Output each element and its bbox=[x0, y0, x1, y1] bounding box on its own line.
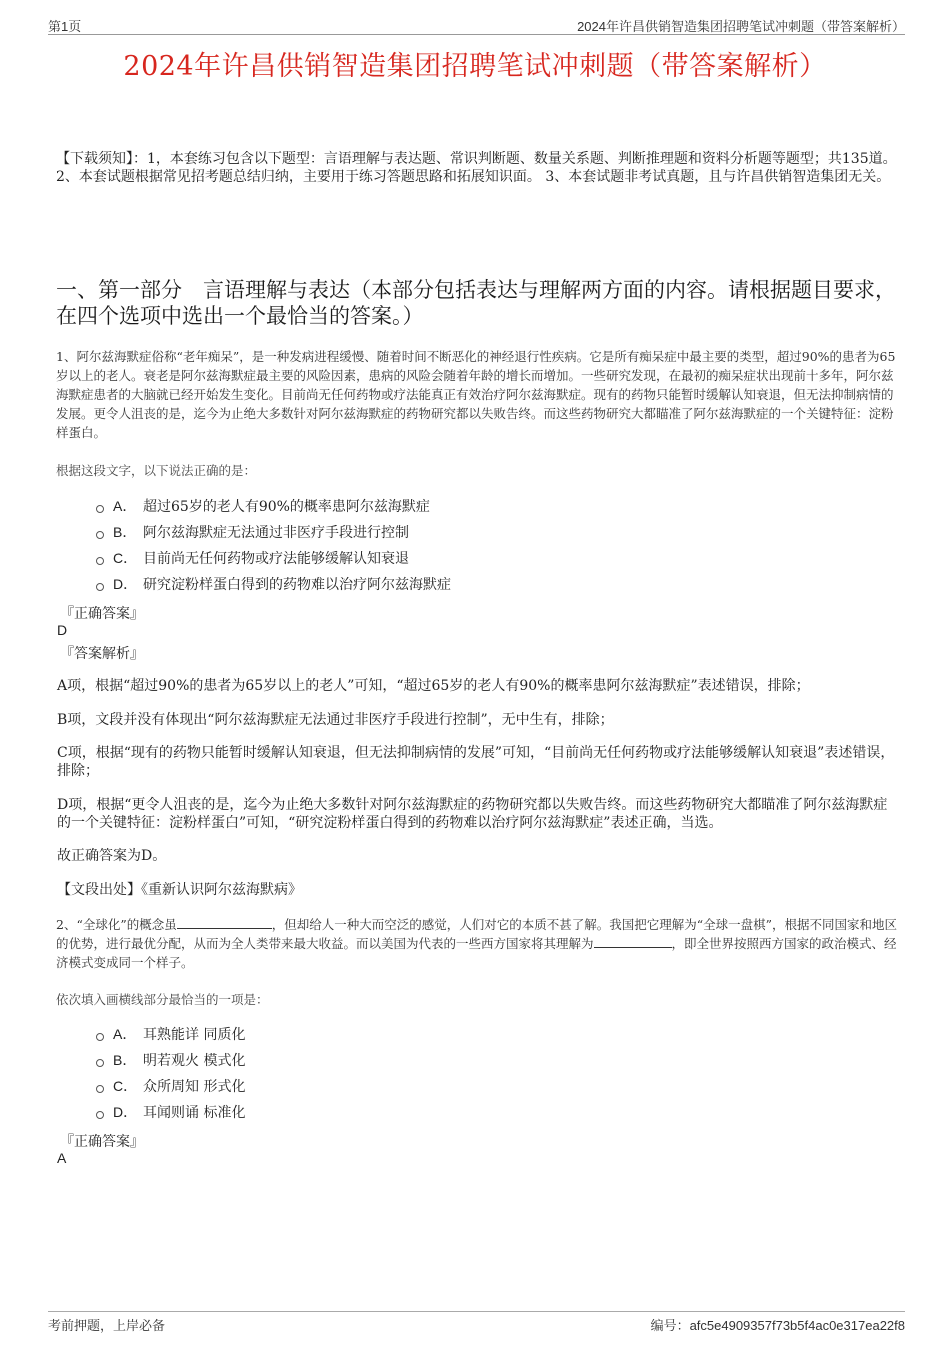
page-title: 2024年许昌供销智造集团招聘笔试冲刺题（带答案解析） bbox=[123, 51, 827, 82]
fill-blank-2[interactable] bbox=[594, 935, 672, 948]
question-1-options bbox=[96, 493, 796, 597]
radio-icon[interactable] bbox=[96, 557, 104, 565]
radio-icon[interactable] bbox=[96, 583, 104, 591]
analysis-item-d: D项，根据“更令人沮丧的是，迄今为止绝大多数针对阿尔兹海默症的药物研究都以失败告终。而这些药物研究大都瞄准了阿尔兹海默症的一个关键特征：淀粉样蛋白”可知，“研究淀粉样蛋白得到的药物难以治疗阿尔兹海默症”表述正确，当选。 bbox=[57, 797, 888, 831]
analysis-item-b: B项，文段并没有体现出“阿尔兹海默症无法通过非医疗手段进行控制”，无中生有，排除； bbox=[57, 712, 614, 728]
radio-icon[interactable] bbox=[96, 531, 104, 539]
radio-icon[interactable] bbox=[96, 1085, 104, 1093]
footer-slogan: 考前押题，上岸必备 bbox=[48, 1319, 166, 1334]
question-1-source: 【文段出处】《重新认识阿尔兹海默病》 bbox=[57, 882, 302, 898]
question-1-text: 1、阿尔兹海默症俗称“老年痴呆”，是一种发病进程缓慢、随着时间不断恶化的神经退行性疾病。它是所有痴呆症中最主要的类型，超过90%的患者为65岁以上的老人。衰老是阿尔兹海默症最主要的风险因素，患病的风险会随着年龄的增长而增加。一些研究发现，在最初的痴呆症状出现前十多年，阿尔兹海默症患者的大脑就已经开始发生变化。目前尚无任何药物或疗法能真正有效治疗阿尔兹海默症。现有的药物只能暂时缓解认知衰退，但无法抑制病情的发展。更令人沮丧的是，迄今为止绝大多数针对阿尔兹海默症的药物研究都以失败告终。而这些药物研究大都瞄准了阿尔兹海默症的一个关键特征：淀粉样蛋白。 bbox=[56, 349, 896, 440]
page-header bbox=[48, 16, 905, 35]
question-2-answer-label: 『正确答案』 bbox=[60, 1134, 144, 1150]
page-number: 第1页 bbox=[48, 19, 82, 34]
question-1-option-d[interactable]: D． 研究淀粉样蛋白得到的药物难以治疗阿尔兹海默症 bbox=[96, 571, 796, 597]
analysis-item-a: A项，根据“超过90%的患者为65岁以上的老人”可知，“超过65岁的老人有90%的概率患阿尔兹海默症”表述错误，排除； bbox=[57, 678, 810, 694]
question-2-option-b[interactable]: B． 明若观火 模式化 bbox=[96, 1047, 796, 1073]
section-title: 一、第一部分 言语理解与表达（本部分包括表达与理解两方面的内容。请根据题目要求，在四个选项中选出一个最恰当的答案。） bbox=[56, 278, 896, 328]
question-1-option-c[interactable]: C． 目前尚无任何药物或疗法能够缓解认知衰退 bbox=[96, 545, 796, 571]
analysis-conclusion: 故正确答案为D。 bbox=[57, 848, 167, 864]
question-1-answer-label: 『正确答案』 bbox=[60, 606, 144, 622]
download-notice: 【下载须知】：1，本套练习包含以下题型：言语理解与表达题、常识判断题、数量关系题、判断推理题和资料分析题等题型；共135道。 2、本套试题根据常见招考题总结归纳，主要用于练习答题思路和拓展知识面。 3、本套试题非考试真题，且与许昌供销智造集团无关。 bbox=[56, 151, 897, 185]
footer-doc-id: 编号：afc5e4909357f73b5f4ac0e317ea22f8 bbox=[650, 1318, 905, 1333]
question-2-option-c[interactable]: C． 众所周知 形式化 bbox=[96, 1073, 796, 1099]
question-2-prompt: 依次填入画横线部分最恰当的一项是： bbox=[56, 992, 269, 1007]
question-1-answer: D bbox=[57, 622, 68, 638]
question-2-option-d[interactable]: D． 耳闻则诵 标准化 bbox=[96, 1099, 796, 1125]
question-1-option-a[interactable]: A． 超过65岁的老人有90%的概率患阿尔兹海默症 bbox=[96, 493, 796, 519]
page-footer bbox=[48, 1311, 905, 1332]
question-1-analysis-label: 『答案解析』 bbox=[60, 646, 144, 662]
radio-icon[interactable] bbox=[96, 505, 104, 513]
question-2-text: 2、“全球化”的概念虽 ，但却给人一种大而空泛的感觉，人们对它的本质不甚了解。我国把它理解为“全球一盘棋”，根据不同国家和地区的优势，进行最优分配，从而为全人类带来最大收益。而以美国为代表的一些西方国家将其理解为 ，即全世界按照西方国家的政治模式、经济模式变成同一个样子。 bbox=[56, 917, 898, 970]
radio-icon[interactable] bbox=[96, 1111, 104, 1119]
question-1-prompt: 根据这段文字，以下说法正确的是： bbox=[56, 463, 257, 478]
radio-icon[interactable] bbox=[96, 1059, 104, 1067]
question-2-options bbox=[96, 1021, 796, 1125]
header-doc-title: 2024年许昌供销智造集团招聘笔试冲刺题（带答案解析） bbox=[577, 19, 905, 34]
radio-icon[interactable] bbox=[96, 1033, 104, 1041]
question-2-option-a[interactable]: A． 耳熟能详 同质化 bbox=[96, 1021, 796, 1047]
fill-blank-1[interactable] bbox=[177, 916, 272, 929]
question-2-answer: A bbox=[57, 1150, 67, 1166]
analysis-item-c: C项，根据“现有的药物只能暂时缓解认知衰退，但无法抑制病情的发展”可知，“目前尚无任何药物或疗法能够缓解认知衰退”表述错误，排除； bbox=[57, 745, 895, 779]
question-1-option-b[interactable]: B． 阿尔兹海默症无法通过非医疗手段进行控制 bbox=[96, 519, 796, 545]
